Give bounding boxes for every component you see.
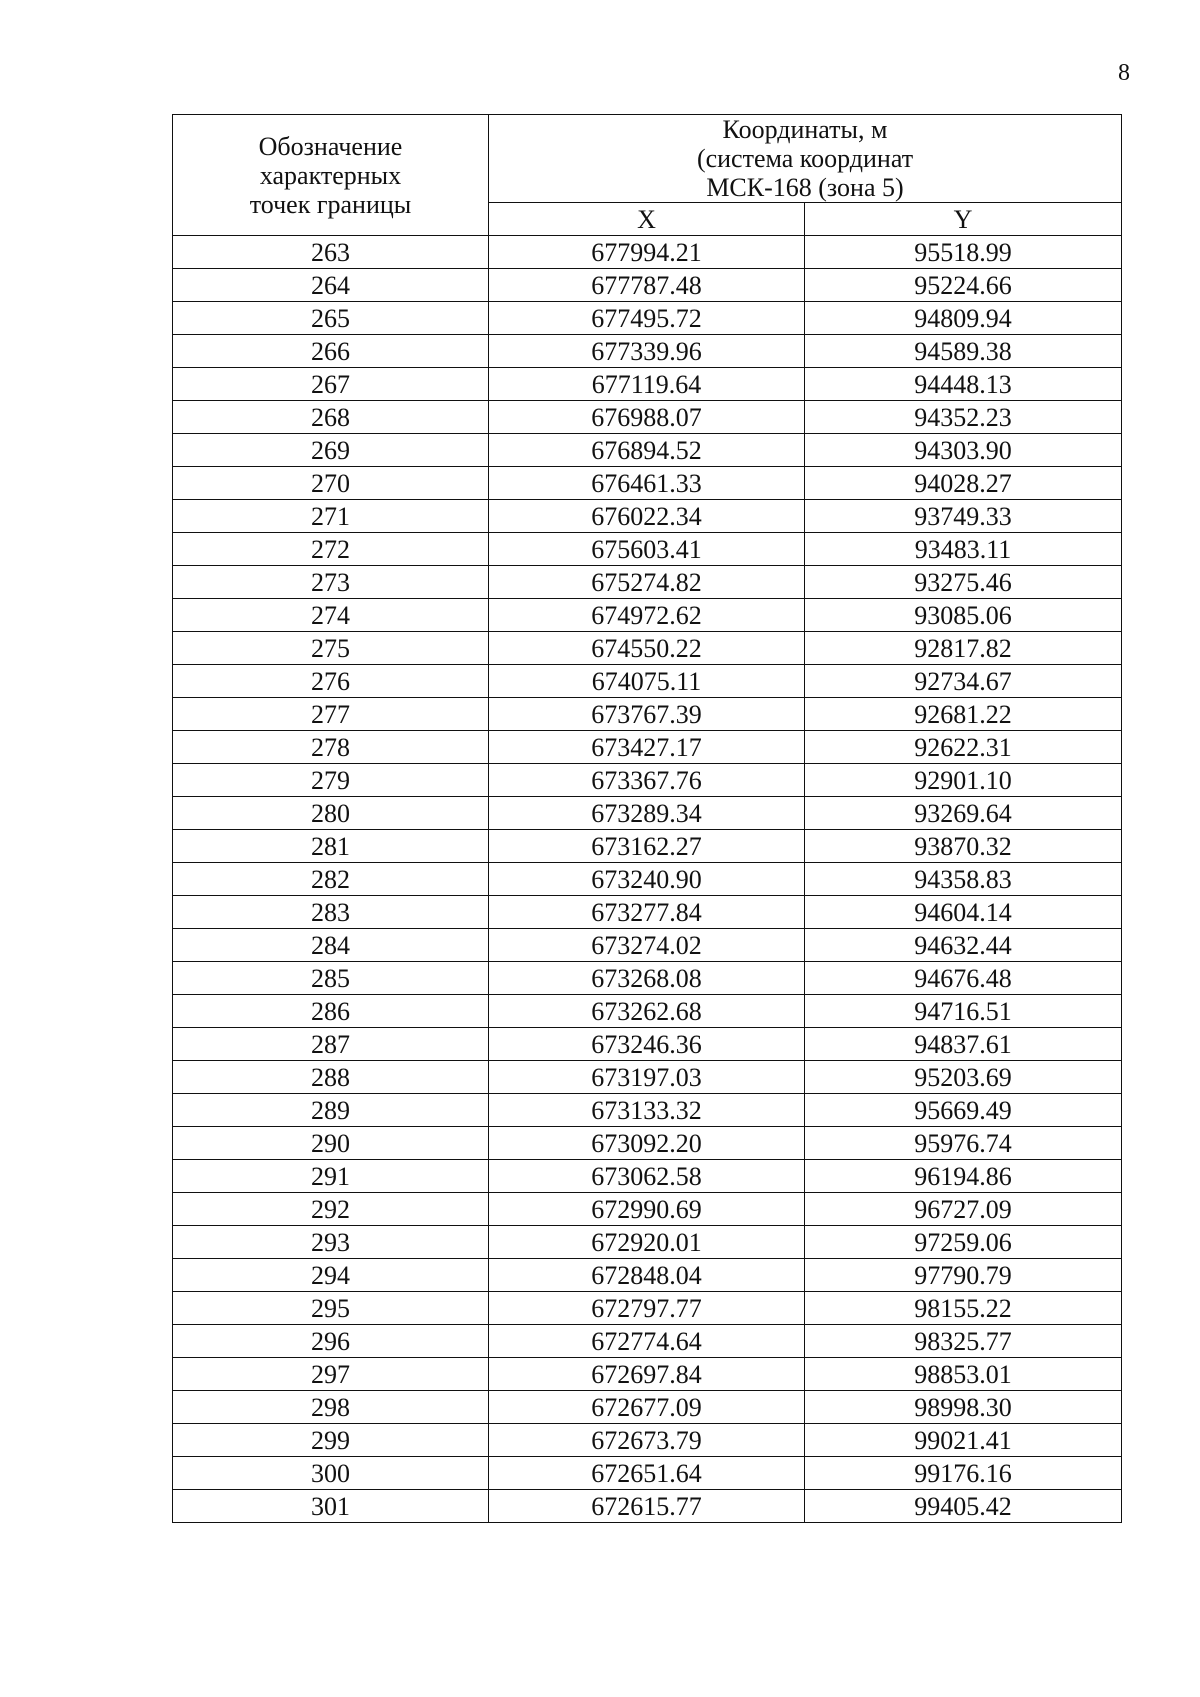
header-point-designation — [173, 115, 489, 236]
y-coordinate-cell: 99405.42 — [805, 1490, 1122, 1523]
y-coordinate-cell: 99021.41 — [805, 1424, 1122, 1457]
point-number-cell: 273 — [173, 566, 489, 599]
point-number-cell: 292 — [173, 1193, 489, 1226]
point-number-cell: 271 — [173, 500, 489, 533]
point-number-cell: 294 — [173, 1259, 489, 1292]
y-coordinate-cell: 95224.66 — [805, 269, 1122, 302]
page-number: 8 — [1118, 60, 1130, 86]
table-row — [173, 764, 1122, 797]
point-number-cell: 267 — [173, 368, 489, 401]
table-row — [173, 533, 1122, 566]
y-coordinate-cell: 95518.99 — [805, 236, 1122, 269]
table-row — [173, 797, 1122, 830]
point-number-cell: 266 — [173, 335, 489, 368]
y-coordinate-cell: 94303.90 — [805, 434, 1122, 467]
point-number-cell: 265 — [173, 302, 489, 335]
point-number-cell: 263 — [173, 236, 489, 269]
header-y: Y — [805, 203, 1122, 236]
point-number-cell: 280 — [173, 797, 489, 830]
table-row — [173, 665, 1122, 698]
y-coordinate-cell: 94632.44 — [805, 929, 1122, 962]
point-number-cell: 268 — [173, 401, 489, 434]
y-coordinate-cell: 93483.11 — [805, 533, 1122, 566]
x-coordinate-cell: 673277.84 — [489, 896, 805, 929]
x-coordinate-cell: 673289.34 — [489, 797, 805, 830]
y-coordinate-cell: 95203.69 — [805, 1061, 1122, 1094]
point-number-cell: 290 — [173, 1127, 489, 1160]
table-row — [173, 1028, 1122, 1061]
point-number-cell: 264 — [173, 269, 489, 302]
x-coordinate-cell: 676988.07 — [489, 401, 805, 434]
header-x: X — [489, 203, 805, 236]
table-row — [173, 302, 1122, 335]
y-coordinate-cell: 93870.32 — [805, 830, 1122, 863]
point-number-cell: 287 — [173, 1028, 489, 1061]
point-number-cell: 284 — [173, 929, 489, 962]
x-coordinate-cell: 673274.02 — [489, 929, 805, 962]
x-coordinate-cell: 672651.64 — [489, 1457, 805, 1490]
header-coordinates-line: МСК-168 (зона 5) — [706, 173, 904, 202]
y-coordinate-cell: 96727.09 — [805, 1193, 1122, 1226]
header-coordinates-line: Координаты, м — [722, 115, 888, 144]
header-point-designation-line: характерных — [259, 160, 402, 190]
x-coordinate-cell: 673133.32 — [489, 1094, 805, 1127]
y-coordinate-cell: 94716.51 — [805, 995, 1122, 1028]
table-row — [173, 698, 1122, 731]
table-row — [173, 500, 1122, 533]
point-number-cell: 301 — [173, 1490, 489, 1523]
y-coordinate-cell: 93749.33 — [805, 500, 1122, 533]
x-coordinate-cell: 672677.09 — [489, 1391, 805, 1424]
table-row — [173, 269, 1122, 302]
coordinates-table — [172, 114, 1122, 1523]
table-body — [173, 236, 1122, 1523]
table-row — [173, 566, 1122, 599]
table-row — [173, 731, 1122, 764]
table-row — [173, 236, 1122, 269]
x-coordinate-cell: 673092.20 — [489, 1127, 805, 1160]
point-number-cell: 275 — [173, 632, 489, 665]
x-coordinate-cell: 673427.17 — [489, 731, 805, 764]
point-number-cell: 269 — [173, 434, 489, 467]
y-coordinate-cell: 97790.79 — [805, 1259, 1122, 1292]
table-row — [173, 1259, 1122, 1292]
x-coordinate-cell: 673240.90 — [489, 863, 805, 896]
point-number-cell: 298 — [173, 1391, 489, 1424]
x-coordinate-cell: 673767.39 — [489, 698, 805, 731]
table-row — [173, 1391, 1122, 1424]
x-coordinate-cell: 673062.58 — [489, 1160, 805, 1193]
y-coordinate-cell: 95669.49 — [805, 1094, 1122, 1127]
point-number-cell: 285 — [173, 962, 489, 995]
x-coordinate-cell: 672990.69 — [489, 1193, 805, 1226]
table-row — [173, 1160, 1122, 1193]
table-row — [173, 1457, 1122, 1490]
point-number-cell: 289 — [173, 1094, 489, 1127]
y-coordinate-cell: 92901.10 — [805, 764, 1122, 797]
header-point-designation-line: точек границы — [249, 189, 412, 219]
y-coordinate-cell: 99176.16 — [805, 1457, 1122, 1490]
y-coordinate-cell: 98853.01 — [805, 1358, 1122, 1391]
x-coordinate-cell: 673262.68 — [489, 995, 805, 1028]
point-number-cell: 276 — [173, 665, 489, 698]
x-coordinate-cell: 672697.84 — [489, 1358, 805, 1391]
point-number-cell: 278 — [173, 731, 489, 764]
y-coordinate-cell: 98998.30 — [805, 1391, 1122, 1424]
point-number-cell: 297 — [173, 1358, 489, 1391]
table-row — [173, 1292, 1122, 1325]
point-number-cell: 293 — [173, 1226, 489, 1259]
y-coordinate-cell: 94676.48 — [805, 962, 1122, 995]
table-row — [173, 1193, 1122, 1226]
table-row — [173, 896, 1122, 929]
table-row — [173, 1325, 1122, 1358]
y-coordinate-cell: 95976.74 — [805, 1127, 1122, 1160]
y-coordinate-cell: 98155.22 — [805, 1292, 1122, 1325]
x-coordinate-cell: 676461.33 — [489, 467, 805, 500]
x-coordinate-cell: 672774.64 — [489, 1325, 805, 1358]
point-number-cell: 295 — [173, 1292, 489, 1325]
x-coordinate-cell: 672920.01 — [489, 1226, 805, 1259]
y-coordinate-cell: 94028.27 — [805, 467, 1122, 500]
point-number-cell: 288 — [173, 1061, 489, 1094]
x-coordinate-cell: 674075.11 — [489, 665, 805, 698]
y-coordinate-cell: 94589.38 — [805, 335, 1122, 368]
y-coordinate-cell: 93085.06 — [805, 599, 1122, 632]
point-number-cell: 281 — [173, 830, 489, 863]
point-number-cell: 282 — [173, 863, 489, 896]
table-row — [173, 467, 1122, 500]
table-row — [173, 599, 1122, 632]
header-coordinates — [489, 115, 1122, 203]
table-row — [173, 863, 1122, 896]
point-number-cell: 277 — [173, 698, 489, 731]
y-coordinate-cell: 98325.77 — [805, 1325, 1122, 1358]
x-coordinate-cell: 674550.22 — [489, 632, 805, 665]
y-coordinate-cell: 94809.94 — [805, 302, 1122, 335]
table-row — [173, 1226, 1122, 1259]
y-coordinate-cell: 92622.31 — [805, 731, 1122, 764]
y-coordinate-cell: 92817.82 — [805, 632, 1122, 665]
y-coordinate-cell: 92681.22 — [805, 698, 1122, 731]
x-coordinate-cell: 675603.41 — [489, 533, 805, 566]
point-number-cell: 274 — [173, 599, 489, 632]
table-row — [173, 1061, 1122, 1094]
table-row — [173, 830, 1122, 863]
x-coordinate-cell: 673162.27 — [489, 830, 805, 863]
x-coordinate-cell: 676022.34 — [489, 500, 805, 533]
table-row — [173, 401, 1122, 434]
point-number-cell: 286 — [173, 995, 489, 1028]
table-row — [173, 1094, 1122, 1127]
table-header — [173, 115, 1122, 236]
y-coordinate-cell: 94358.83 — [805, 863, 1122, 896]
table-row — [173, 1127, 1122, 1160]
point-number-cell: 296 — [173, 1325, 489, 1358]
table-row — [173, 1490, 1122, 1523]
header-point-designation-line: Обозначение — [258, 131, 403, 161]
x-coordinate-cell: 673367.76 — [489, 764, 805, 797]
table-row — [173, 929, 1122, 962]
x-coordinate-cell: 674972.62 — [489, 599, 805, 632]
point-number-cell: 300 — [173, 1457, 489, 1490]
table-row — [173, 368, 1122, 401]
point-number-cell: 272 — [173, 533, 489, 566]
point-number-cell: 299 — [173, 1424, 489, 1457]
table-row — [173, 995, 1122, 1028]
x-coordinate-cell: 673246.36 — [489, 1028, 805, 1061]
y-coordinate-cell: 97259.06 — [805, 1226, 1122, 1259]
x-coordinate-cell: 676894.52 — [489, 434, 805, 467]
x-coordinate-cell: 677994.21 — [489, 236, 805, 269]
table-row — [173, 1424, 1122, 1457]
y-coordinate-cell: 93275.46 — [805, 566, 1122, 599]
y-coordinate-cell: 94448.13 — [805, 368, 1122, 401]
header-coordinates-line: (система координат — [696, 144, 914, 173]
x-coordinate-cell: 672848.04 — [489, 1259, 805, 1292]
x-coordinate-cell: 677339.96 — [489, 335, 805, 368]
point-number-cell: 270 — [173, 467, 489, 500]
y-coordinate-cell: 94837.61 — [805, 1028, 1122, 1061]
point-number-cell: 279 — [173, 764, 489, 797]
table-row — [173, 962, 1122, 995]
point-number-cell: 291 — [173, 1160, 489, 1193]
y-coordinate-cell: 92734.67 — [805, 665, 1122, 698]
table-row — [173, 434, 1122, 467]
y-coordinate-cell: 96194.86 — [805, 1160, 1122, 1193]
x-coordinate-cell: 677119.64 — [489, 368, 805, 401]
x-coordinate-cell: 672673.79 — [489, 1424, 805, 1457]
y-coordinate-cell: 94352.23 — [805, 401, 1122, 434]
x-coordinate-cell: 673197.03 — [489, 1061, 805, 1094]
x-coordinate-cell: 675274.82 — [489, 566, 805, 599]
table-row — [173, 632, 1122, 665]
x-coordinate-cell: 673268.08 — [489, 962, 805, 995]
y-coordinate-cell: 94604.14 — [805, 896, 1122, 929]
point-number-cell: 283 — [173, 896, 489, 929]
y-coordinate-cell: 93269.64 — [805, 797, 1122, 830]
table-row — [173, 335, 1122, 368]
x-coordinate-cell: 672797.77 — [489, 1292, 805, 1325]
x-coordinate-cell: 677495.72 — [489, 302, 805, 335]
x-coordinate-cell: 672615.77 — [489, 1490, 805, 1523]
x-coordinate-cell: 677787.48 — [489, 269, 805, 302]
table-row — [173, 1358, 1122, 1391]
